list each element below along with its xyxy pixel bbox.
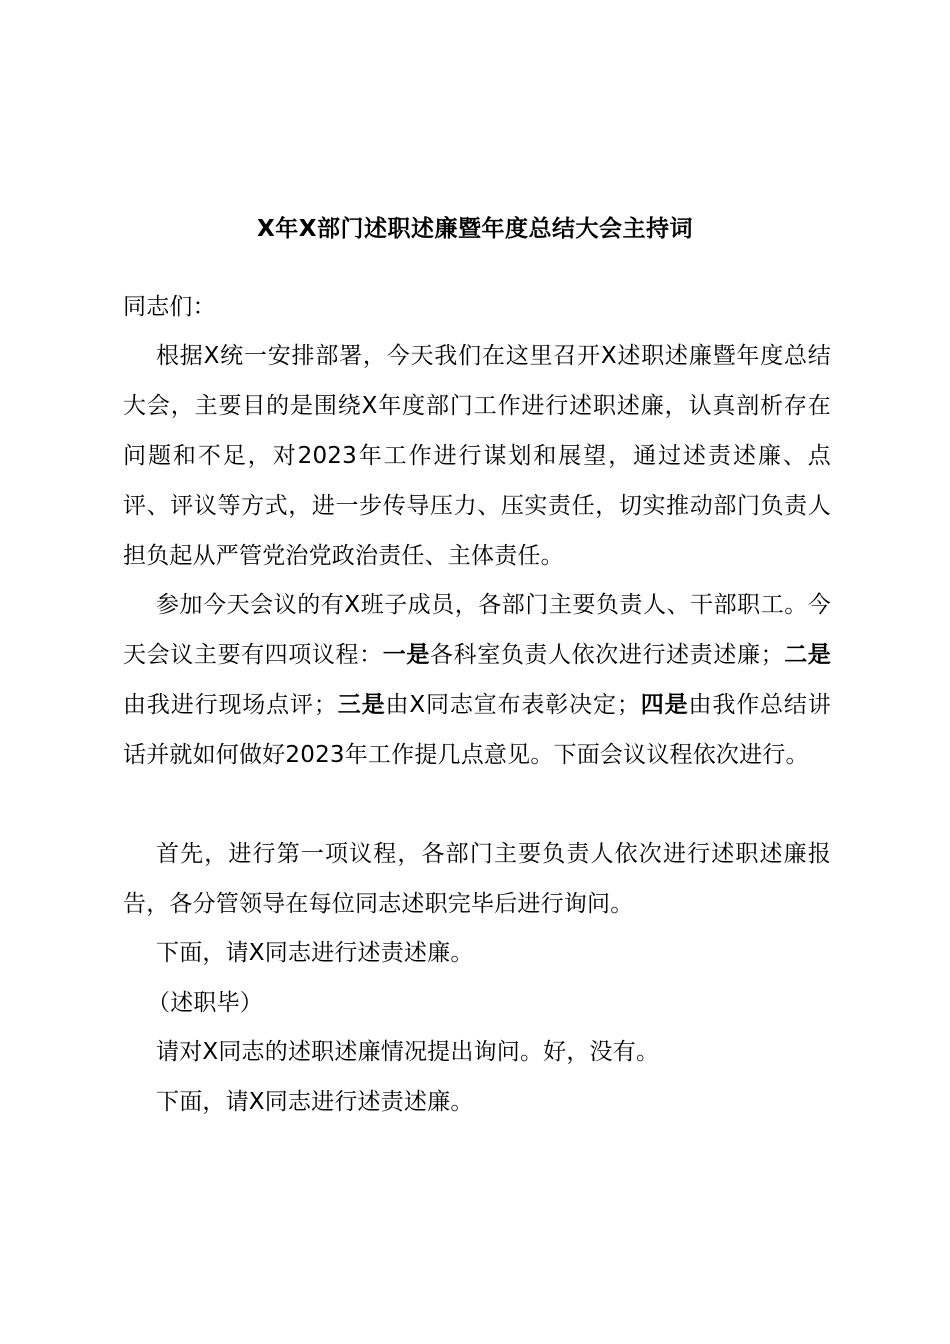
paragraph-agenda [123, 580, 831, 780]
agenda-item2-text: 由我进行现场点评； [123, 692, 338, 718]
agenda-item4-text: 由我作总结讲话并就如何做好2023年工作提几点意见。下面会议议程依次进行。 [123, 692, 831, 768]
agenda-item3-text: 由X同志宣布表彰决定； [385, 692, 641, 718]
line-ask-questions: 请对X同志的述职述廉情况提出询问。好，没有。 [156, 1039, 660, 1065]
agenda-intro: 参加今天会议的有X班子成员，各部门主要负责人、干部职工。今天会议主要有四项议程： [123, 592, 831, 668]
paragraph-purpose: 根据X统一安排部署，今天我们在这里召开X述职述廉暨年度总结大会，主要目的是围绕X年度部门工作进行述职述廉，认真剖析存在问题和不足，对2023年工作进行谋划和展望，通过述责述廉、点评、评议等方式，进一步传导压力、压实责任，切实推动部门负责人担负起从严管党治党政治责任、主体责任。 [123, 343, 831, 569]
agenda-item4-label: 四是 [640, 692, 689, 718]
agenda-item2-label: 二是 [783, 642, 832, 668]
salutation: 同志们： [123, 294, 216, 320]
line-next-speaker-1: 下面，请X同志进行述责述廉。 [156, 940, 474, 966]
line-next-speaker-2: 下面，请X同志进行述责述廉。 [156, 1089, 474, 1115]
line-report-done: （述职毕） [147, 990, 263, 1016]
document-title: X年X部门述职述廉暨年度总结大会主持词 [257, 216, 693, 242]
agenda-item1-text: 各科室负责人依次进行述责述廉； [429, 642, 784, 668]
agenda-item3-label: 三是 [337, 692, 386, 718]
paragraph-first-item: 首先，进行第一项议程，各部门主要负责人依次进行述职述廉报告，各分管领导在每位同志述职完毕后进行询问。 [123, 841, 831, 917]
agenda-item1-label: 一是 [382, 642, 430, 668]
